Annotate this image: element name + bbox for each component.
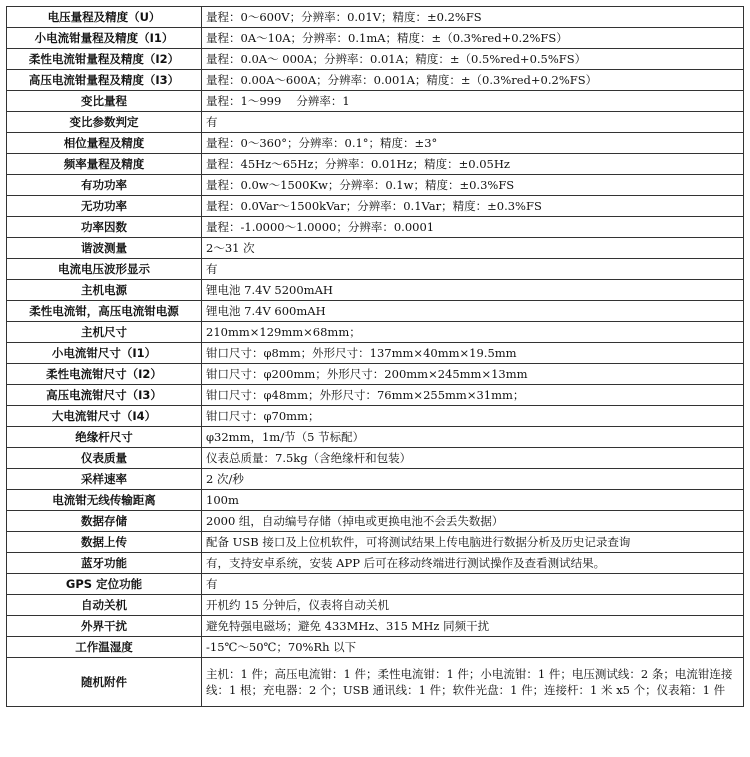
table-row [7, 427, 744, 448]
spec-value: 量程：0.0A～ 000A；分辨率：0.01A；精度：±（0.5%red+0.5%FS） [202, 49, 744, 70]
spec-value: 量程：0～360°；分辨率：0.1°；精度：±3° [202, 133, 744, 154]
spec-label: 数据存储 [7, 511, 202, 532]
table-row [7, 175, 744, 196]
spec-value: 210mm×129mm×68mm； [202, 322, 744, 343]
spec-value: 量程：0.0w～1500Kw；分辨率：0.1w；精度：±0.3%FS [202, 175, 744, 196]
table-row [7, 217, 744, 238]
spec-label: 小电流钳尺寸（I1） [7, 343, 202, 364]
spec-value: -15℃～50℃；70%Rh 以下 [202, 637, 744, 658]
spec-label: 有功功率 [7, 175, 202, 196]
spec-label: 自动关机 [7, 595, 202, 616]
spec-table-body [7, 7, 744, 707]
table-row [7, 154, 744, 175]
spec-value: 量程：1～999 分辨率：1 [202, 91, 744, 112]
table-row [7, 406, 744, 427]
spec-label: GPS 定位功能 [7, 574, 202, 595]
spec-label: 变比量程 [7, 91, 202, 112]
spec-value: 100m [202, 490, 744, 511]
table-row [7, 280, 744, 301]
spec-label: 变比参数判定 [7, 112, 202, 133]
spec-value: 避免特强电磁场；避免 433MHz、315 MHz 同频干扰 [202, 616, 744, 637]
spec-value: 钳口尺寸：φ48mm；外形尺寸：76mm×255mm×31mm； [202, 385, 744, 406]
spec-value: 有，支持安卓系统，安装 APP 后可在移动终端进行测试操作及查看测试结果。 [202, 553, 744, 574]
spec-value: 量程：45Hz～65Hz；分辨率：0.01Hz；精度：±0.05Hz [202, 154, 744, 175]
spec-label: 电流电压波形显示 [7, 259, 202, 280]
spec-label: 蓝牙功能 [7, 553, 202, 574]
table-row [7, 49, 744, 70]
table-row [7, 322, 744, 343]
spec-value: 有 [202, 112, 744, 133]
spec-value: 主机：1 件；高压电流钳：1 件；柔性电流钳：1 件；小电流钳：1 件；电压测试线：2 条；电流钳连接线：1 根；充电器：2 个；USB 通讯线：1 件；软件光盘：1 件；连接杆：1 米 x5 个；仪表箱：1 件 [202, 658, 744, 707]
spec-value: 2 次/秒 [202, 469, 744, 490]
table-row [7, 469, 744, 490]
table-row [7, 259, 744, 280]
spec-value: 锂电池 7.4V 600mAH [202, 301, 744, 322]
table-row [7, 7, 744, 28]
spec-value: 钳口尺寸：φ70mm； [202, 406, 744, 427]
table-row [7, 28, 744, 49]
spec-value: φ32mm，1m/节（5 节标配） [202, 427, 744, 448]
table-row [7, 553, 744, 574]
spec-label: 绝缘杆尺寸 [7, 427, 202, 448]
spec-label: 外界干扰 [7, 616, 202, 637]
table-row [7, 343, 744, 364]
spec-label: 柔性电流钳量程及精度（I2） [7, 49, 202, 70]
table-row [7, 490, 744, 511]
spec-label: 数据上传 [7, 532, 202, 553]
spec-label: 柔性电流钳尺寸（I2） [7, 364, 202, 385]
spec-value: 仪表总质量：7.5kg（含绝缘杆和包装） [202, 448, 744, 469]
spec-label: 相位量程及精度 [7, 133, 202, 154]
spec-label: 频率量程及精度 [7, 154, 202, 175]
spec-label: 采样速率 [7, 469, 202, 490]
spec-label: 小电流钳量程及精度（I1） [7, 28, 202, 49]
spec-value: 2000 组，自动编号存储（掉电或更换电池不会丢失数据） [202, 511, 744, 532]
spec-value: 量程：-1.0000～1.0000；分辨率：0.0001 [202, 217, 744, 238]
table-row [7, 595, 744, 616]
spec-value: 量程：0.0Var～1500kVar；分辨率：0.1Var；精度：±0.3%FS [202, 196, 744, 217]
table-row [7, 448, 744, 469]
spec-label: 大电流钳尺寸（I4） [7, 406, 202, 427]
spec-value: 开机约 15 分钟后，仪表将自动关机 [202, 595, 744, 616]
table-row [7, 511, 744, 532]
spec-value: 锂电池 7.4V 5200mAH [202, 280, 744, 301]
spec-label: 随机附件 [7, 658, 202, 707]
spec-value: 钳口尺寸：φ8mm；外形尺寸：137mm×40mm×19.5mm [202, 343, 744, 364]
table-row [7, 112, 744, 133]
spec-value: 钳口尺寸：φ200mm；外形尺寸：200mm×245mm×13mm [202, 364, 744, 385]
spec-label: 主机尺寸 [7, 322, 202, 343]
table-row [7, 91, 744, 112]
spec-value: 配备 USB 接口及上位机软件，可将测试结果上传电脑进行数据分析及历史记录查询 [202, 532, 744, 553]
table-row [7, 238, 744, 259]
table-row [7, 385, 744, 406]
spec-value: 有 [202, 574, 744, 595]
spec-label: 主机电源 [7, 280, 202, 301]
table-row [7, 196, 744, 217]
table-row [7, 133, 744, 154]
spec-value: 2～31 次 [202, 238, 744, 259]
spec-label: 电流钳无线传输距离 [7, 490, 202, 511]
spec-label: 工作温湿度 [7, 637, 202, 658]
spec-label: 电压量程及精度（U） [7, 7, 202, 28]
table-row [7, 574, 744, 595]
table-row [7, 364, 744, 385]
spec-value: 有 [202, 259, 744, 280]
table-row [7, 616, 744, 637]
table-row [7, 658, 744, 707]
table-row [7, 301, 744, 322]
spec-table [6, 6, 744, 707]
spec-label: 仪表质量 [7, 448, 202, 469]
spec-label: 谐波测量 [7, 238, 202, 259]
spec-value: 量程：0.00A～600A；分辨率：0.001A；精度：±（0.3%red+0.2%FS） [202, 70, 744, 91]
spec-label: 无功功率 [7, 196, 202, 217]
spec-value: 量程：0A～10A；分辨率：0.1mA；精度：±（0.3%red+0.2%FS） [202, 28, 744, 49]
table-row [7, 70, 744, 91]
spec-label: 高压电流钳量程及精度（I3） [7, 70, 202, 91]
spec-value: 量程：0～600V；分辨率：0.01V；精度：±0.2%FS [202, 7, 744, 28]
spec-label: 高压电流钳尺寸（I3） [7, 385, 202, 406]
spec-label: 功率因数 [7, 217, 202, 238]
table-row [7, 532, 744, 553]
table-row [7, 637, 744, 658]
spec-label: 柔性电流钳，高压电流钳电源 [7, 301, 202, 322]
